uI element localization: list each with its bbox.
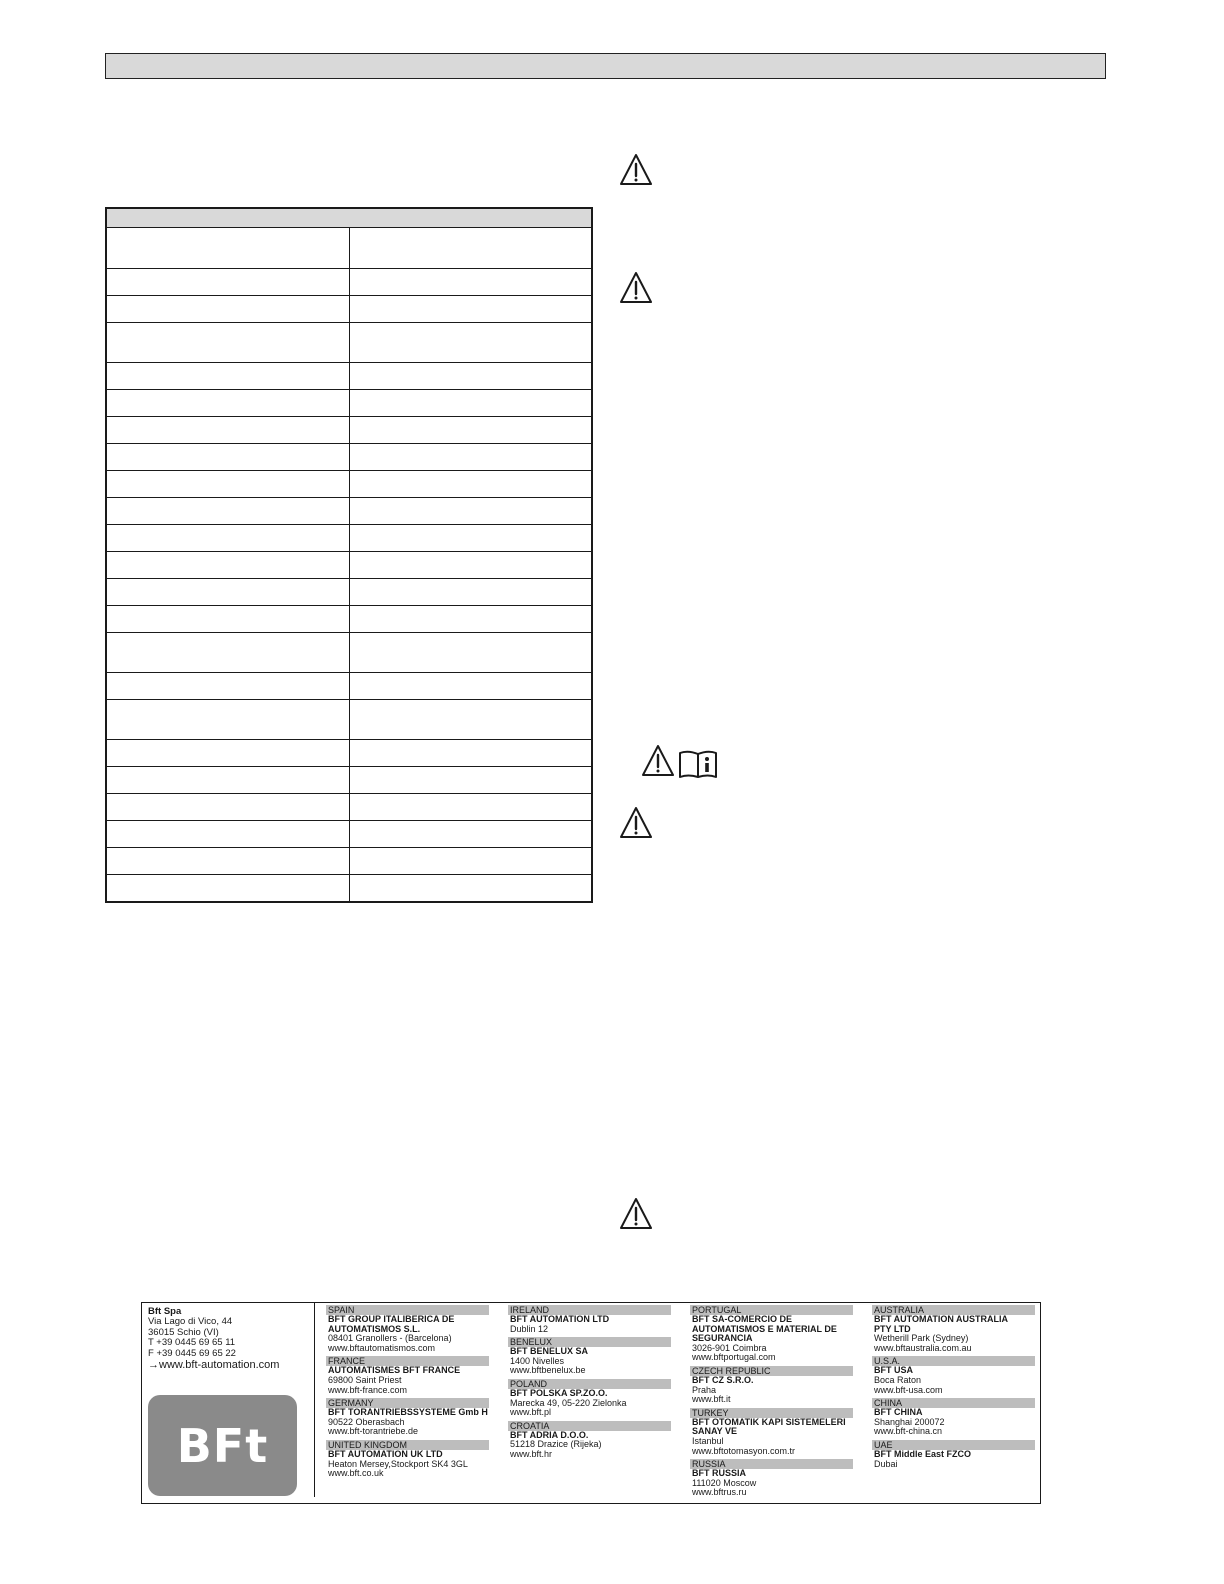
- table-cell: [107, 390, 350, 416]
- country-label: RUSSIA: [690, 1459, 853, 1469]
- contact-entry: [872, 1356, 1035, 1395]
- table-cell: [350, 269, 591, 295]
- table-row: [107, 633, 591, 673]
- hq-website-link[interactable]: →www.bft-automation.com: [148, 1359, 280, 1372]
- table-cell: [107, 323, 350, 362]
- company-name: BFT OTOMATIK KAPI SISTEMELERI: [692, 1416, 846, 1427]
- table-cell: [350, 390, 591, 416]
- table-cell: [350, 673, 591, 699]
- company-name: BFT GROUP ITALIBERICA DE: [328, 1314, 455, 1324]
- address-line: 3026-901 Coimbra: [692, 1342, 767, 1353]
- table-cell: [107, 633, 350, 672]
- table-row: [107, 740, 591, 767]
- company-name: SEGURANCIA: [692, 1333, 753, 1344]
- table-row: [107, 794, 591, 821]
- company-name: SANAY VE: [692, 1426, 738, 1437]
- table-cell: [350, 700, 591, 739]
- logo-text: BFt: [176, 1418, 269, 1473]
- contact-entry: [508, 1337, 671, 1376]
- website-link[interactable]: www.bftaustralia.com.au: [874, 1342, 972, 1353]
- country-label: UAE: [872, 1440, 1035, 1450]
- table-cell: [350, 471, 591, 497]
- address-line: 51218 Drazice (Rijeka): [510, 1439, 602, 1450]
- warning-triangle-icon: [641, 744, 675, 778]
- hq-fax: F +39 0445 69 65 22: [148, 1347, 236, 1359]
- table-cell: [107, 471, 350, 497]
- company-name: BFT RUSSIA: [692, 1468, 746, 1479]
- website-link[interactable]: www.bft.pl: [510, 1407, 552, 1418]
- country-label: SPAIN: [326, 1305, 489, 1315]
- table-cell: [107, 740, 350, 766]
- table-row: [107, 269, 591, 296]
- contact-entry: [326, 1305, 489, 1353]
- table-cell: [107, 525, 350, 551]
- website-link[interactable]: www.bft-france.com: [328, 1384, 408, 1395]
- contact-column: [508, 1305, 671, 1463]
- table-cell: [107, 848, 350, 874]
- warning-triangle-icon: [619, 271, 653, 305]
- website-link[interactable]: www.bft.hr: [510, 1448, 553, 1459]
- country-label: BENELUX: [508, 1337, 671, 1347]
- table-row: [107, 525, 591, 552]
- company-name: BFT CHINA: [874, 1407, 923, 1418]
- table-cell: [107, 552, 350, 578]
- address-line: 1400 Nivelles: [510, 1355, 565, 1366]
- table-cell: [107, 498, 350, 524]
- table-row: [107, 363, 591, 390]
- table-row: [107, 579, 591, 606]
- table-cell: [107, 700, 350, 739]
- table-cell: [350, 323, 591, 362]
- table-cell: [107, 821, 350, 847]
- country-label: AUSTRALIA: [872, 1305, 1035, 1315]
- country-label: CZECH REPUBLIC: [690, 1366, 853, 1376]
- contact-entry: [326, 1440, 489, 1479]
- table-cell: [350, 767, 591, 793]
- table-cell: [350, 228, 591, 268]
- contact-column: [690, 1305, 853, 1501]
- table-row: [107, 444, 591, 471]
- contact-column: [872, 1305, 1035, 1472]
- country-label: GERMANY: [326, 1398, 489, 1408]
- company-name: BFT POLSKA SP.ZO.O.: [510, 1387, 608, 1398]
- table-row: [107, 471, 591, 498]
- address-line: Dubai: [874, 1458, 898, 1469]
- contact-entry: [508, 1379, 671, 1418]
- address-line: 08401 Granollers - (Barcelona): [328, 1333, 452, 1344]
- website-link[interactable]: www.bftotomasyon.com.tr: [692, 1445, 796, 1456]
- website-link[interactable]: www.bft-china.cn: [874, 1426, 943, 1437]
- website-link[interactable]: www.bftportugal.com: [692, 1352, 776, 1363]
- table-cell: [350, 740, 591, 766]
- footer-divider: [314, 1303, 315, 1497]
- website-link[interactable]: www.bftrus.ru: [692, 1487, 747, 1498]
- table-cell: [107, 875, 350, 901]
- country-label: U.S.A.: [872, 1356, 1035, 1366]
- country-label: FRANCE: [326, 1356, 489, 1366]
- table-cell: [350, 821, 591, 847]
- table-cell: [107, 228, 350, 268]
- country-label: TURKEY: [690, 1408, 853, 1418]
- table-row: [107, 390, 591, 417]
- country-label: UNITED KINGDOM: [326, 1440, 489, 1450]
- table-row: [107, 700, 591, 740]
- company-name: BFT CZ S.R.O.: [692, 1374, 754, 1385]
- contact-entry: [508, 1305, 671, 1334]
- website-link[interactable]: www.bft.it: [692, 1394, 731, 1405]
- company-name: AUTOMATISMOS S.L.: [328, 1323, 421, 1334]
- company-name: BFT AUTOMATION UK LTD: [328, 1448, 443, 1459]
- bft-logo: [148, 1395, 297, 1496]
- footer-contacts: [141, 1302, 1041, 1504]
- table-cell: [350, 848, 591, 874]
- company-name: BFT TORANTRIEBSSYSTEME Gmb H: [328, 1407, 488, 1418]
- company-name: BFT AUTOMATION LTD: [510, 1314, 610, 1324]
- website-link[interactable]: www.bftautomatismos.com: [328, 1342, 436, 1353]
- hq-address-line: 36015 Schio (VI): [148, 1326, 219, 1338]
- contact-entry: [872, 1398, 1035, 1437]
- table-cell: [107, 579, 350, 605]
- table-cell: [107, 296, 350, 322]
- table-cell: [107, 767, 350, 793]
- table-cell: [350, 606, 591, 632]
- read-manual-icon: [678, 749, 718, 779]
- table-cell: [350, 363, 591, 389]
- contact-entry: [872, 1440, 1035, 1469]
- table-cell: [350, 525, 591, 551]
- country-label: CHINA: [872, 1398, 1035, 1408]
- address-line: Dublin 12: [510, 1323, 549, 1334]
- company-name: BFT Middle East FZCO: [874, 1448, 972, 1459]
- website-link[interactable]: www.bft-usa.com: [874, 1384, 943, 1395]
- table-row: [107, 228, 591, 269]
- table-cell: [107, 269, 350, 295]
- company-name: AUTOMATISMOS E MATERIAL DE: [692, 1323, 837, 1334]
- country-label: CROATIA: [508, 1421, 671, 1431]
- country-label: POLAND: [508, 1379, 671, 1389]
- table-row: [107, 323, 591, 363]
- table-row: [107, 875, 591, 901]
- table-header: [107, 209, 591, 228]
- table-row: [107, 821, 591, 848]
- table-cell: [350, 417, 591, 443]
- table-cell: [350, 552, 591, 578]
- address-line: Shanghai 200072: [874, 1416, 945, 1427]
- table-cell: [350, 875, 591, 901]
- company-name: BFT SA-COMERCIO DE: [692, 1314, 792, 1324]
- address-line: Wetherill Park (Sydney): [874, 1333, 969, 1344]
- table-cell: [107, 606, 350, 632]
- section-header-bar: [105, 53, 1106, 79]
- table-row: [107, 498, 591, 525]
- contact-column: [326, 1305, 489, 1482]
- table-cell: [350, 794, 591, 820]
- website-link[interactable]: www.bftbenelux.be: [510, 1365, 586, 1376]
- table-row: [107, 552, 591, 579]
- address-line: Istanbul: [692, 1435, 724, 1446]
- address-line: Marecka 49, 05-220 Zielonka: [510, 1397, 627, 1408]
- country-label: IRELAND: [508, 1305, 671, 1315]
- table-cell: [350, 498, 591, 524]
- table-cell: [107, 444, 350, 470]
- company-name: BFT BENELUX SA: [510, 1346, 589, 1357]
- address-line: Praha: [692, 1384, 717, 1395]
- technical-data-table: [105, 207, 593, 903]
- contact-entry: [872, 1305, 1035, 1353]
- warning-triangle-icon: [619, 806, 653, 840]
- website-link[interactable]: www.bft-torantriebe.de: [328, 1426, 419, 1437]
- table-cell: [107, 417, 350, 443]
- table-row: [107, 606, 591, 633]
- table-cell: [107, 673, 350, 699]
- hq-name: Bft Spa: [148, 1306, 182, 1317]
- address-line: Heaton Mersey,Stockport SK4 3GL: [328, 1458, 468, 1469]
- company-name: BFT USA: [874, 1365, 913, 1376]
- contact-entry: [508, 1421, 671, 1460]
- table-cell: [107, 363, 350, 389]
- contact-entry: [690, 1366, 853, 1405]
- company-name: AUTOMATISMES BFT FRANCE: [328, 1365, 461, 1376]
- company-name: BFT AUTOMATION AUSTRALIA: [874, 1314, 1008, 1324]
- country-label: PORTUGAL: [690, 1305, 853, 1315]
- address-line: 90522 Oberasbach: [328, 1416, 405, 1427]
- contact-entry: [690, 1408, 853, 1456]
- table-row: [107, 417, 591, 444]
- table-row: [107, 848, 591, 875]
- contact-entry: [690, 1459, 853, 1498]
- address-line: 69800 Saint Priest: [328, 1374, 402, 1385]
- contact-entry: [326, 1398, 489, 1437]
- table-row: [107, 296, 591, 323]
- address-line: Boca Raton: [874, 1374, 922, 1385]
- warning-triangle-icon: [619, 153, 653, 187]
- table-cell: [350, 444, 591, 470]
- hq-address-line: Via Lago di Vico, 44: [148, 1316, 233, 1328]
- company-name: PTY LTD: [874, 1323, 911, 1334]
- headquarters-block: [148, 1307, 308, 1372]
- address-line: 111020 Moscow: [692, 1477, 757, 1488]
- table-cell: [107, 794, 350, 820]
- warning-triangle-icon: [619, 1197, 653, 1231]
- table-cell: [350, 579, 591, 605]
- table-row: [107, 673, 591, 700]
- hq-phone: T +39 0445 69 65 11: [148, 1337, 236, 1349]
- contact-entry: [690, 1305, 853, 1363]
- table-cell: [350, 296, 591, 322]
- company-name: BFT ADRIA D.O.O.: [510, 1429, 589, 1440]
- website-link[interactable]: www.bft.co.uk: [328, 1468, 384, 1479]
- table-cell: [350, 633, 591, 672]
- table-row: [107, 767, 591, 794]
- contact-entry: [326, 1356, 489, 1395]
